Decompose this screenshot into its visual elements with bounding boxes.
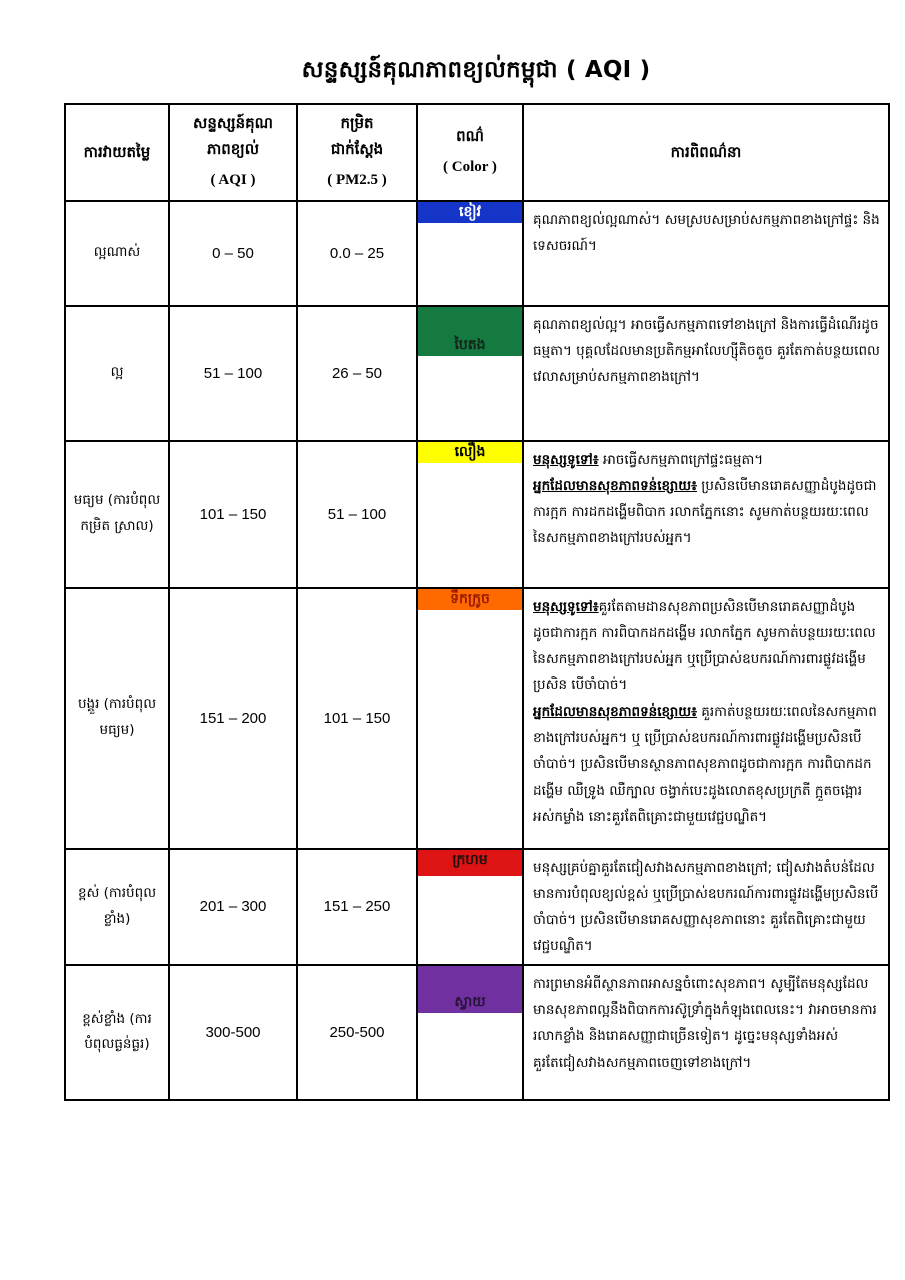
rating-cell: ល្អណាស់	[65, 201, 169, 306]
header-description: ការពិពណ៌នា	[523, 104, 889, 201]
color-swatch-cell	[417, 588, 523, 849]
desc-lead-general: មនុស្សទូទៅ៖	[533, 598, 599, 615]
table-row-very-high	[65, 965, 889, 1100]
aqi-table	[64, 103, 890, 1101]
table-row-moderate	[65, 441, 889, 588]
color-swatch-cell	[417, 441, 523, 588]
desc-lead-sensitive: អ្នកដែលមានសុខភាពទន់ខ្សោយ៖	[533, 477, 698, 494]
rating-cell: ខ្ពស់ (ការបំពុលខ្លាំង)	[65, 849, 169, 965]
color-swatch-cell	[417, 201, 523, 306]
description-cell: មនុស្សគ្រប់គ្នាគួរតែជៀសវាងសកម្មភាពខាងក្រៅ; ជៀសវាងតំបន់ដែលមានការបំពុលខ្យល់ខ្ពស់ ឬប្រើប្រាស់ឧបករណ៍ការពារផ្លូវដង្ហើមប្រសិនបើចាំបាច់។ ប្រសិនបើមានរោគសញ្ញាសុខភាពនោះ គួរតែពិគ្រោះជាមួយវេជ្ជបណ្ឌិត។	[523, 849, 889, 965]
description-cell: គុណភាពខ្យល់ល្អណាស់។ សមស្របសម្រាប់សកម្មភាពខាងក្រៅផ្ទះ និងទេសចរណ៍។	[523, 201, 889, 306]
header-rating: ការវាយតម្លៃ	[65, 104, 169, 201]
color-swatch-orange: ទឹកក្រូច	[418, 589, 522, 610]
aqi-range-cell: 101 – 150	[169, 441, 297, 588]
color-swatch-red: ក្រហម	[418, 850, 522, 876]
color-swatch-cell	[417, 306, 523, 441]
description-cell: គុណភាពខ្យល់ល្អ។ អាចធ្វើសកម្មភាពទៅខាងក្រៅ និងការធ្វើដំណើរដូចធម្មតា។ បុគ្គលដែលមានប្រតិកម្មអាលែហ្ស៊ីតិចតួច គួរតែកាត់បន្ថយពេលវេលាសម្រាប់សកម្មភាពខាងក្រៅ។	[523, 306, 889, 441]
aqi-range-cell: 300-500	[169, 965, 297, 1100]
desc-lead-sensitive: អ្នកដែលមានសុខភាពទន់ខ្សោយ៖	[533, 703, 698, 720]
table-row-good	[65, 306, 889, 441]
pm25-range-cell: 26 – 50	[297, 306, 417, 441]
header-color: ពណ៌ ( Color )	[417, 104, 523, 201]
aqi-range-cell: 201 – 300	[169, 849, 297, 965]
table-row-very-good	[65, 201, 889, 306]
color-swatch-purple: ស្វាយ	[418, 966, 522, 1013]
pm25-range-cell: 101 – 150	[297, 588, 417, 849]
rating-cell: ខ្ពស់ខ្លាំង (ការ បំពុលធ្ងន់ធ្ងរ)	[65, 965, 169, 1100]
aqi-range-cell: 51 – 100	[169, 306, 297, 441]
table-row-unhealthy	[65, 588, 889, 849]
rating-cell: បង្គួរ (ការបំពុល មធ្យម)	[65, 588, 169, 849]
table-row-high	[65, 849, 889, 965]
header-row	[65, 104, 889, 201]
rating-cell: ល្អ	[65, 306, 169, 441]
aqi-range-cell: 151 – 200	[169, 588, 297, 849]
page-title: សន្ទស្សន៍គុណភាពខ្យល់កម្ពុជា ( AQI )	[301, 57, 651, 83]
description-cell: ការព្រមានអំពីស្ថានភាពអាសន្នចំពោះសុខភាព។ សូម្បីតែមនុស្សដែលមានសុខភាពល្អនឹងពិបាកការស៊ូទ្រាំក្នុងកំឡុងពេលនេះ។ វាអាចមានការរលាកខ្លាំង និងរោគសញ្ញាជាច្រើនទៀត។ ដូច្នេះមនុស្សទាំងអស់គួរតែជៀសវាងសកម្មភាពចេញទៅខាងក្រៅ។	[523, 965, 889, 1100]
color-swatch-yellow: លឿង	[418, 442, 522, 463]
pm25-range-cell: 151 – 250	[297, 849, 417, 965]
pm25-range-cell: 51 – 100	[297, 441, 417, 588]
header-aqi: សន្ទស្សន៍គុណ ភាពខ្យល់ ( AQI )	[169, 104, 297, 201]
rating-cell: មធ្យម (ការបំពុលកម្រិត ស្រាល)	[65, 441, 169, 588]
pm25-range-cell: 250-500	[297, 965, 417, 1100]
color-swatch-green: បៃតង	[418, 307, 522, 356]
color-swatch-blue: ខៀវ	[418, 202, 522, 223]
desc-lead-general: មនុស្សទូទៅ៖	[533, 451, 599, 468]
description-cell: មនុស្សទូទៅ៖ អាចធ្វើសកម្មភាពក្រៅផ្ទះធម្មតា។ អ្នកដែលមានសុខភាពទន់ខ្សោយ៖ ប្រសិនបើមានរោគសញ្ញាដំបូងដូចជាការក្អក ការដកដង្ហើមពិបាក រលាកភ្នែកនោះ សូមកាត់បន្ថយរយៈពេលនៃសកម្មភាពខាងក្រៅរបស់អ្នក។	[523, 441, 889, 588]
color-swatch-cell	[417, 965, 523, 1100]
header-pm25: កម្រិត ជាក់ស្តែង ( PM2.5 )	[297, 104, 417, 201]
pm25-range-cell: 0.0 – 25	[297, 201, 417, 306]
color-swatch-cell	[417, 849, 523, 965]
description-cell: មនុស្សទូទៅ៖គួរតែតាមដានសុខភាពប្រសិនបើមានរោគសញ្ញាដំបូងដូចជាការក្អក ការពិបាកដកដង្ហើម រលាកភ្នែក សូមកាត់បន្ថយរយៈពេលនៃសកម្មភាពខាងក្រៅរបស់អ្នក ឬប្រើប្រាស់ឧបករណ៍ការពារផ្លូវដង្ហើមប្រសិន បើចាំបាច់។ អ្នកដែលមានសុខភាពទន់ខ្សោយ៖ គួរកាត់បន្ថយរយៈពេលនៃសកម្មភាពខាងក្រៅរបស់អ្នក។ ឬ ប្រើប្រាស់ឧបករណ៍ការពារផ្លូវដង្ហើមប្រសិនបើចាំបាច់។ ប្រសិនបើមានស្ថានភាពសុខភាពដូចជាការក្អក ការពិបាកដកដង្ហើម ឈឺទ្រូង ឈឺក្បាល ចង្វាក់បេះដូងលោតខុសប្រក្រតី ក្អួតចង្អោរ អស់កម្លាំង នោះគួរតែពិគ្រោះជាមួយវេជ្ជបណ្ឌិត។	[523, 588, 889, 849]
aqi-range-cell: 0 – 50	[169, 201, 297, 306]
